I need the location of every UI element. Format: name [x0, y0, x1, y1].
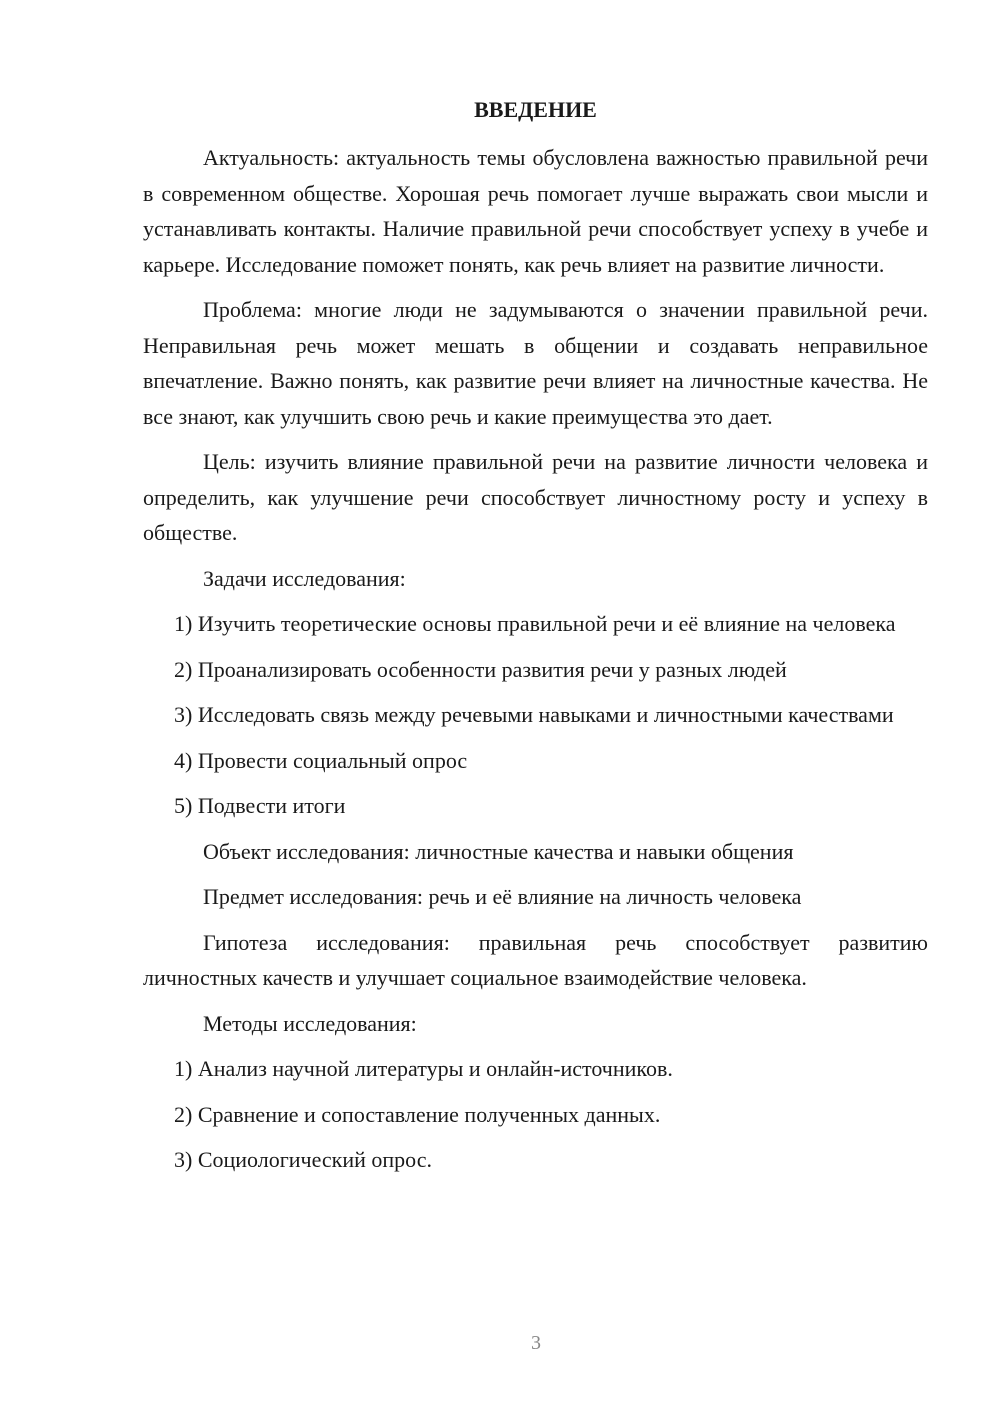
task-item-1: 1) Изучить теоретические основы правильной речи и её влияние на человека	[174, 611, 896, 636]
document-page	[143, 92, 928, 1188]
relevance-paragraph: Актуальность: актуальность темы обусловлена важностью правильной речи в современном обществе. Хорошая речь помогает лучше выражать свои мысли и устанавливать контакты. Наличие правильной речи способствует успеху в учебе и карьере. Исследование поможет понять, как речь влияет на развитие личности.	[143, 145, 928, 277]
method-item-1: 1) Анализ научной литературы и онлайн-источников.	[174, 1056, 673, 1081]
subject-paragraph: Предмет исследования: речь и её влияние на личность человека	[203, 884, 802, 909]
task-item-4: 4) Провести социальный опрос	[174, 747, 468, 773]
section-title: ВВЕДЕНИЕ	[474, 97, 597, 122]
task-item-5: 5) Подвести итоги	[174, 793, 346, 818]
tasks-heading: Задачи исследования:	[203, 565, 406, 591]
task-item-2: 2) Проанализировать особенности развития речи у разных людей	[174, 656, 787, 682]
task-item-3: 3) Исследовать связь между речевыми навыками и личностными качествами	[174, 702, 894, 727]
hypothesis-paragraph: Гипотеза исследования: правильная речь способствует развитию личностных качеств и улучшает социальное взаимодействие человека.	[143, 929, 928, 990]
object-paragraph: Объект исследования: личностные качества и навыки общения	[203, 838, 794, 864]
page-number: 3	[531, 1332, 541, 1354]
goal-paragraph: Цель: изучить влияние правильной речи на развитие личности человека и определить, как улучшение речи способствует личностному росту и успеху в обществе.	[143, 449, 928, 545]
methods-heading: Методы исследования:	[203, 1010, 417, 1036]
method-item-3: 3) Социологический опрос.	[174, 1147, 432, 1172]
problem-paragraph: Проблема: многие люди не задумываются о значении правильной речи. Неправильная речь может мешать в общении и создавать неправильное впечатление. Важно понять, как развитие речи влияет на личностные качества. Не все знают, как улучшить свою речь и какие преимущества это дает.	[143, 297, 928, 429]
method-item-2: 2) Сравнение и сопоставление полученных данных.	[174, 1101, 661, 1127]
